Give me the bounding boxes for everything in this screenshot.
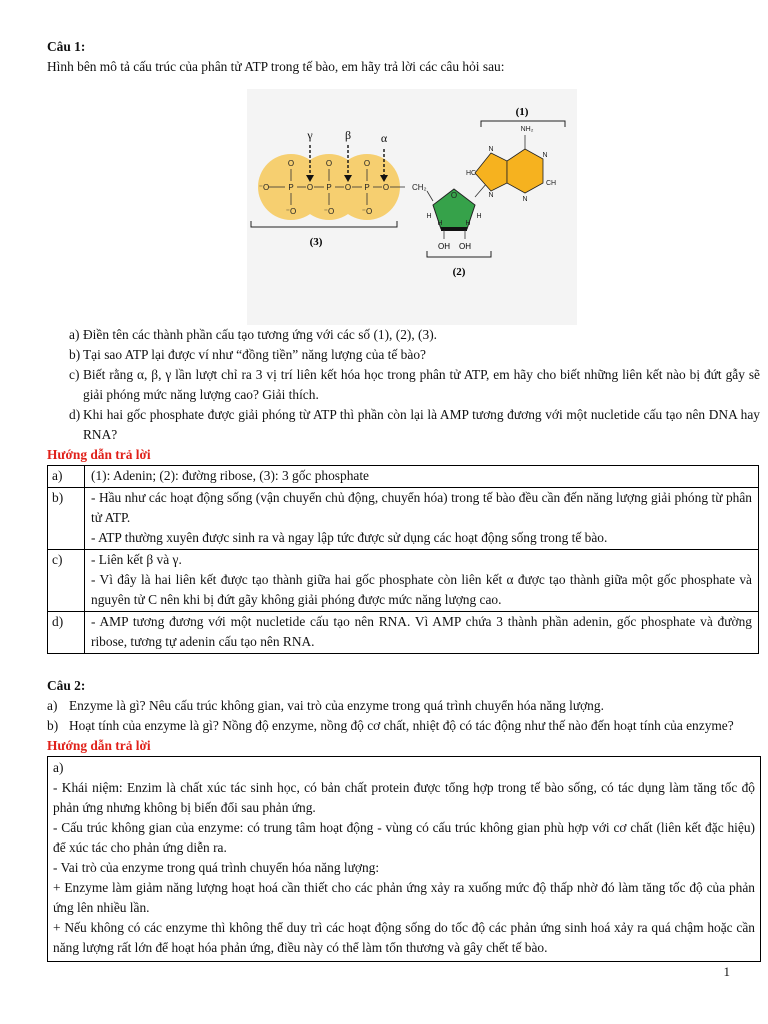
top-o-3: O (363, 159, 371, 168)
question-item (47, 696, 760, 716)
bottom-o-1: ⁻O (285, 207, 297, 216)
answer-line: a) (53, 760, 64, 775)
label-3: (3) (309, 236, 323, 248)
question-mark: b) (69, 347, 81, 362)
answer-cell (85, 612, 759, 654)
question-mark: b) (47, 718, 59, 733)
question-2-list (47, 696, 760, 736)
table-row (48, 488, 759, 550)
answer-line: - Vì đây là hai liên kết được tạo thành giữa hai gốc phosphate còn liên kết α được tạo thành giữa một gốc phosphate và nguyên tử C nên khi bị đứt gãy không giải phóng được mức năng lượng cao. (91, 572, 752, 607)
question-text: Biết rằng α, β, γ lần lượt chỉ ra 3 vị trí liên kết hóa học trong phân tử ATP, em hãy cho biết những liên kết nào bị đứt gẫy sẽ giải phóng mức năng lượng cao? Giải thích. (83, 367, 760, 402)
answer-line: + Enzyme làm giảm năng lượng hoạt hoá cần thiết cho các phản ứng xảy ra xuống mức độ thấp nhờ đó làm tăng tốc độ của phản ứng lên nhiều lần. (53, 880, 755, 915)
question-item (47, 365, 760, 405)
table-row (48, 466, 759, 488)
bottom-o-3: ⁻O (361, 207, 373, 216)
bottom-o-2: ⁻O (323, 207, 335, 216)
answer-table (47, 465, 759, 654)
answer-line: (1): Adenin; (2): đường ribose, (3): 3 gốc phosphate (91, 468, 370, 483)
question-text: Khi hai gốc phosphate được giải phóng từ ATP thì phần còn lại là AMP tương đương với một nucletide cấu tạo nên DNA hay RNA? (83, 407, 760, 442)
question-mark: d) (69, 407, 81, 422)
question-mark: c) (69, 367, 80, 382)
question-item (47, 405, 760, 445)
answer-key: c) (48, 550, 85, 612)
question-mark: a) (47, 698, 58, 713)
top-o-2: O (325, 159, 333, 168)
bridge-o-1: O (306, 183, 314, 192)
atp-diagram (247, 89, 577, 325)
question-1-intro: Hình bên mô tả cấu trúc của phân tử ATP trong tế bào, em hãy trả lời các câu hỏi sau: (47, 59, 505, 74)
answer-line: - AMP tương đương với một nucletide cấu tạo nên RNA. Vì AMP chứa 3 thành phần adenin, gốc phosphate và đường ribose, tương tự adenin cấu tạo nên RNA. (91, 614, 752, 649)
answer-guide-heading-2: Hướng dẫn trả lời (47, 738, 151, 753)
answer-line: - Khái niệm: Enzim là chất xúc tác sinh học, có bản chất protein được tổng hợp trong tế bào sống, có tác dụng làm tăng tốc độ phản ứng nhưng không bị biến đổi sau phản ứng. (53, 780, 755, 815)
table-row (48, 550, 759, 612)
answer-line: - Liên kết β và γ. (91, 552, 182, 567)
adenine-hc: HC (465, 170, 477, 177)
answer-line: - Vai trò của enzyme trong quá trình chuyển hóa năng lượng: (53, 860, 380, 875)
answer-cell (85, 488, 759, 550)
ribose-o: O (450, 191, 458, 200)
answer-cell (85, 466, 759, 488)
adenine-n-1: N (488, 146, 494, 153)
adenine-n-3: N (542, 152, 548, 159)
question-1-title: Câu 1: (47, 39, 86, 54)
answer-box (47, 756, 761, 962)
question-text: Tại sao ATP lại được ví như “đồng tiền” năng lượng của tế bào? (83, 347, 426, 362)
question-item (47, 716, 760, 736)
phosphate-p-2: P (326, 183, 332, 192)
oh-label-1: OH (438, 242, 450, 251)
bridge-o-2: O (344, 183, 352, 192)
question-item (47, 345, 760, 365)
question-text: Hoạt tính của enzyme là gì? Nồng độ enzyme, nồng độ cơ chất, nhiệt độ có tác động như thế nào đến hoạt tính của enzyme? (69, 718, 734, 733)
ribose-h-3: H (437, 220, 443, 227)
oh-label-2: OH (459, 242, 471, 251)
question-text: Điền tên các thành phần cấu tạo tương ứng với các số (1), (2), (3). (83, 327, 438, 342)
page-number: 1 (723, 964, 730, 979)
ribose-h-1: H (426, 213, 432, 220)
question-1-list (47, 325, 760, 445)
answer-key: b) (48, 488, 85, 550)
answer-line: - Hầu như các hoạt động sống (vận chuyển chủ động, chuyển hóa) trong tế bào đều cần đến năng lượng giải phóng từ phân tử ATP. (91, 490, 752, 525)
phosphate-p-3: P (364, 183, 370, 192)
table-row (48, 612, 759, 654)
beta-label: β (344, 128, 352, 142)
top-o-1: O (287, 159, 295, 168)
adenine-ch: CH (545, 180, 557, 187)
adenine-n-2: N (488, 192, 494, 199)
phosphate-p-1: P (288, 183, 294, 192)
ch2-label: CH₂ (412, 183, 427, 192)
bridge-o-3: O (382, 183, 390, 192)
question-2-title: Câu 2: (47, 678, 86, 693)
alpha-label: α (380, 131, 388, 145)
question-text: Enzyme là gì? Nêu cấu trúc không gian, vai trò của enzyme trong quá trình chuyển hóa năng lượng. (69, 698, 604, 713)
answer-key: d) (48, 612, 85, 654)
adenine-n-4: N (522, 196, 528, 203)
answer-key: a) (48, 466, 85, 488)
nh2-label: NH₂ (520, 126, 534, 133)
answer-cell (85, 550, 759, 612)
answer-line: - Cấu trúc không gian của enzyme: có trung tâm hoạt động - vùng có cấu trúc không gian phù hợp với cơ chất (liên kết đặc hiệu) để xúc tác cho phản ứng diễn ra. (53, 820, 755, 855)
question-item (47, 325, 760, 345)
document-page (47, 37, 760, 962)
ribose-h-2: H (476, 213, 482, 220)
atp-structure-figure (47, 89, 760, 325)
label-2: (2) (452, 266, 466, 278)
gamma-label: γ (307, 128, 313, 142)
phosphate-o-minus: ⁻O (258, 183, 270, 192)
ribose-h-4: H (465, 220, 471, 227)
answer-line: + Nếu không có các enzyme thì không thể duy trì các hoạt động sống do tốc độ các phản ứng sinh hoá xảy ra quá chậm hoặc cần năng lượng rất lớn để hoạt hóa phản ứng, điều này có thể làm tổn thương và gây chết tế bào. (53, 920, 755, 955)
answer-line: - ATP thường xuyên được sinh ra và ngay lập tức được sử dụng các hoạt động sống trong tế bào. (91, 530, 608, 545)
label-1: (1) (515, 106, 529, 118)
question-mark: a) (69, 327, 80, 342)
answer-guide-heading: Hướng dẫn trả lời (47, 447, 151, 462)
